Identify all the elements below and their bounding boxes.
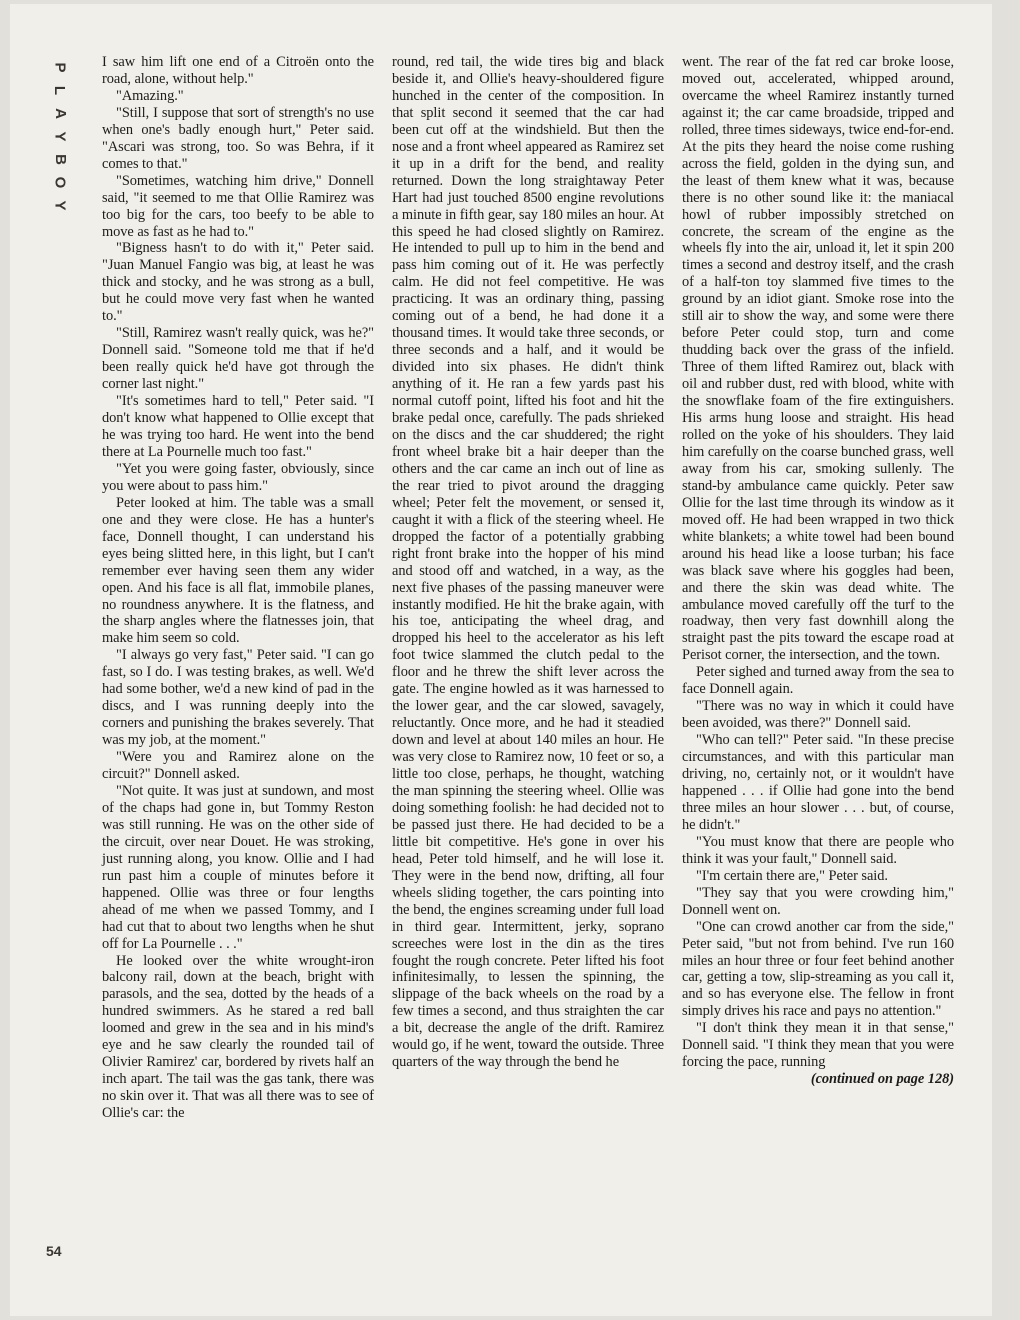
paragraph: Peter looked at him. The table was a small one and they were close. He has a hunter's face, Donnell thought, I can understand his eyes being slitted here, in this light, but I can't remember ever having seen them any wider open. And his face is all flat, immobile planes, no roundness anywhere. It is the flatness, and the sharp angles where the flatnesses join, that make him seem so cold. [102,494,374,647]
paragraph: "They say that you were crowding him," Donnell went on. [682,884,954,918]
paragraph: I saw him lift one end of a Citroën onto the road, alone, without help." [102,54,374,87]
paragraph: "I don't think they mean it in that sense," Donnell said. "I think they mean that you were forcing the pace, running [682,1020,954,1071]
text-column-1 [102,54,374,1122]
paragraph: "One can crowd another car from the side," Peter said, "but not from behind. I've run 160 miles an hour three or four feet behind another car, getting a tow, slip-streaming as you call it, and so has everyone else. The fellow in front simply drives his race and pays no attention." [682,918,954,1020]
masthead-letter: A [51,108,69,119]
paragraph: went. The rear of the fat red car broke loose, moved out, accelerated, whipped around, overcame the wheel Ramirez instantly turned against it; the car came broadside, tripped and rolled, three times sideways, twice end-for-end. At the pits they heard the noise come rushing across the field, golden in the dying sun, and the least of them knew what it was, because there is no other sound like it: the maniacal howl of rubber impossibly stretched on concrete, the scream of the engine as the wheels fly into the air, unload it, let it spin 200 times a second and destroy itself, and the crash of a half-ton toy slammed five times to the ground by an idiot giant. Smoke rose into the still air to show the way, and some were there before Peter could stop, turn and come thudding back over the grass of the infield. Three of them lifted Ramirez out, black with oil and rubber dust, red with blood, white with the snowflake foam of the fire extinguishers. His arms hung loose and straight. His head rolled on the yoke of his shoulders. They laid him carefully on the coarse bunched grass, well away from his car, smoking sullenly. The stand-by ambulance came quickly. Peter saw Ollie for the last time through its window as it moved off. He had been wrapped in two thick white blankets; a white towel had been bound around his head like a loose turban; his face was black save where his goggles had been, and there the skin was dead white. The ambulance moved carefully off the turf to the roadway, then very fast downhill along the straight past the pits toward the escape road at Perisot corner, the intersection, and the town. [682,54,954,664]
page-number: 54 [46,1243,62,1259]
paragraph: "I always go very fast," Peter said. "I can go fast, so I do. I was testing brakes, as well. We'd had some bother, we'd a new kind of pad in the discs, and I was running deeply into the corners and punishing the brakes severely. That was my job, at the moment." [102,647,374,749]
paragraph: Peter sighed and turned away from the sea to face Donnell again. [682,664,954,698]
masthead-letter: Y [51,131,69,142]
paragraph: "You must know that there are people who think it was your fault," Donnell said. [682,833,954,867]
paragraph: round, red tail, the wide tires big and black beside it, and Ollie's heavy-shouldered figure hunched in the center of the composition. In that split second it seemed that the car had been cut off at the windshield. But then the nose and a front wheel appeared as Ramirez set it up in a drift for the bend, and reality returned. Down the long straightaway Peter Hart had just touched 8500 engine revolutions a minute in fifth gear, say 180 miles an hour. At this speed he had closed slightly on Ramirez. He intended to pull up to him in the bend and pass him coming out of it. He was perfectly calm. He did not feel competitive. He was practicing. It was an ordinary thing, passing coming out of a bend, he had done it a thousand times. It would take three seconds, or three seconds and a half, and it would be divided into six phases. He didn't think anything of it. He ran a few yards past his normal cutoff point, lifted his foot and hit the brake pedal once, carefully. The pads shrieked on the discs and the car shuddered; the right front wheel brake bit a hair deeper than the others and the car came an inch out of line as the rear tried to pivot around the dragging wheel; Peter felt the movement, or sensed it, caught it with a flick of the steering wheel. He dropped the factor of a potentially grabbing right front brake into the hopper of his mind and stood off and watched, in a way, as the next five phases of the passing maneuver were instantly modified. He hit the brake again, with his toe, anticipating the wheel drag, and dropped his heel to the accelerator as his left foot twice slammed the clutch pedal to the floor and he threw the shift lever across the gate. The engine howled as it was harnessed to the lower gear, and the car slowed, savagely, reluctantly. Once more, and he had it steadied down and level at about 140 miles an hour. He was very close to Ramirez now, 10 feet or so, a little too close, perhaps, he thought, watching the man spinning the steering wheel. Ollie was doing something foolish: he had decided not to be passed just there. He had decided to be a little bit competitive. He's gone in over his head, Peter told himself, and he will lose it. They were in the bend now, drifting, all four wheels sliding together, the cars pointing into the bend, the engines screaming under full load in third gear. Intermittent, jerky, soprano screeches were lost in the din as the tires fought the rough concrete. Peter lifted his foot infinitesimally, to lessen the spinning, the slippage of the back wheels on the road by a few times a second, and thus straighten the car a bit, decrease the angle of the drift. Ramirez would go, if he went, toward the outside. Three quarters of the way through the bend he [392,54,664,1071]
masthead-letter: P [51,62,69,73]
masthead-letter: O [51,176,69,189]
paragraph: "Amazing." [116,87,184,104]
paragraph: "Yet you were going faster, obviously, since you were about to pass him." [102,460,374,494]
paragraph: He looked over the white wrought-iron balcony rail, down at the beach, bright with parasols, and the sea, dotted by the heads of a hundred swimmers. As he stared a red ball loomed and grew in the sea and in his mind's eye and he saw clearly the rounded tail of Olivier Ramirez' car, bordered by rivets half an inch apart. The tail was the gas tank, there was no skin over it. That was all there was to see of Ollie's car: the [102,952,374,1122]
paragraph: "It's sometimes hard to tell," Peter said. "I don't know what happened to Ollie except that he was trying too hard. He went into the bend there at La Pournelle much too fast." [102,393,374,460]
magazine-masthead [48,56,72,217]
paragraph: "Who can tell?" Peter said. "In these precise circumstances, and with this particular man driving, no, certainly not, or it wouldn't have happened . . . if Ollie had gone into the bend three miles an hour slower . . . but, of course, he didn't." [682,732,954,833]
text-column-2 [392,54,664,1071]
masthead-letter: Y [51,200,69,211]
paragraph: "I'm certain there are," Peter said. [696,867,888,884]
paragraph: "Sometimes, watching him drive," Donnell said, "it seemed to me that Ollie Ramirez was too big for the cars, too beefy to be able to move as fast as he had to." [102,172,374,240]
paragraph: "Not quite. It was just at sundown, and most of the chaps had gone in, but Tommy Reston was still running. He was on the other side of the circuit, over near Douet. He was stroking, just running along, you know. Ollie and I had run past him a couple of minutes before it happened. Ollie was three or four lengths ahead of me when we passed Tommy, and I had cut that to about two lengths when he shut off for La Pournelle . . ." [102,782,374,952]
magazine-page [10,4,992,1316]
paragraph: "Bigness hasn't to do with it," Peter said. "Juan Manuel Fangio was big, at least he was thick and stocky, and he was strong as a bull, but he could move very fast when he wanted to." [102,240,374,325]
text-column-3 [682,54,954,1088]
paragraph: "Were you and Ramirez alone on the circuit?" Donnell asked. [102,749,374,783]
masthead-letter: B [51,154,69,165]
paragraph: "Still, Ramirez wasn't really quick, was he?" Donnell said. "Someone told me that if he'd been really quick he'd have got through the corner last night." [102,325,374,393]
continued-on-note: (continued on page 128) [810,1071,954,1088]
paragraph: "Still, I suppose that sort of strength's no use when one's badly enough hurt," Peter said. "Ascari was strong, too. So was Behra, if it comes to that." [102,104,374,172]
masthead-letter: L [51,85,69,96]
paragraph: "There was no way in which it could have been avoided, was there?" Donnell said. [682,698,954,732]
